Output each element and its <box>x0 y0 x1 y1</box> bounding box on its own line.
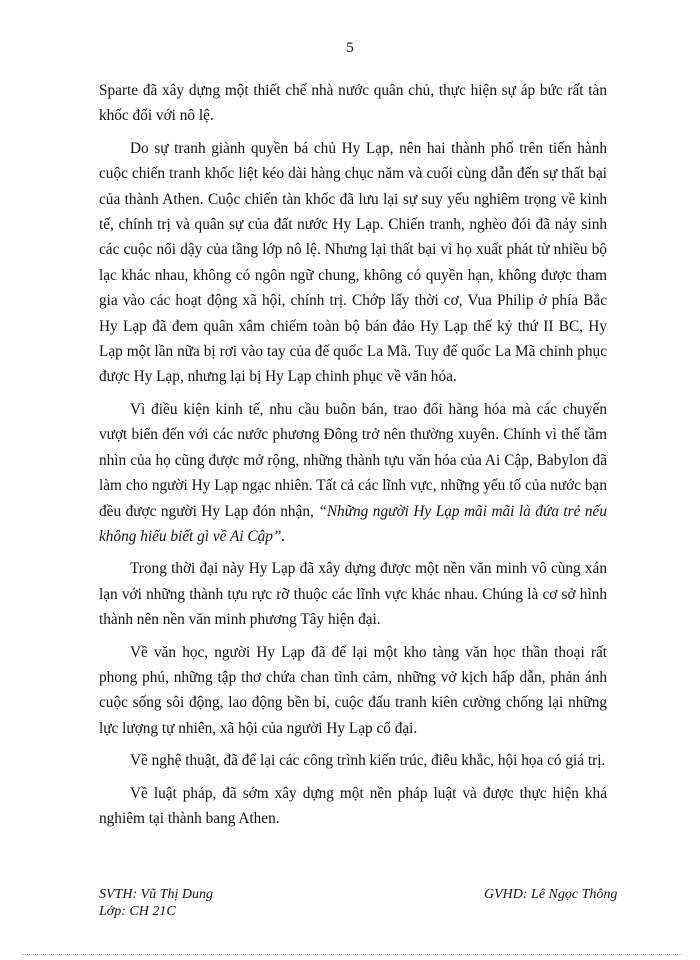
paragraph-7-text: Về luật pháp, đã sớm xây dựng một nền pháp luật và được thực hiện khá nghiêm tại thành bang Athen. <box>99 784 607 827</box>
page-bottom-divider <box>22 954 682 955</box>
footer-class: Lớp: CH 21C <box>99 904 176 919</box>
paragraph-6 <box>99 748 607 773</box>
body-text <box>99 78 607 838</box>
paragraph-1 <box>99 78 607 129</box>
paragraph-2-text: Do sự tranh giành quyền bá chủ Hy Lạp, nên hai thành phố trên tiến hành cuộc chiến tranh khốc liệt kéo dài hàng chục năm và cuối cùng dẫn đến sự thất bại của thành Athen. Cuộc chiến tàn khốc đã lưu lại sự suy yếu nghiêm trọng về kinh tế, chính trị và quân sự của đất nước Hy Lạp. Chiến tranh, nghèo đói đã nảy sinh các cuộc nổi dậy của tầng lớp nô lệ. Nhưng lại thất bại vì họ xuất phát từ nhiều bộ lạc khác nhau, không có ngôn ngữ chung, không có quyền hạn, không được tham gia vào các hoạt động xã hội, chính trị. Chớp lấy thời cơ, Vua Philip ở phía Bắc Hy Lạp đã đem quân xâm chiếm toàn bộ bán đảo Hy Lạp thế kỷ thứ II BC, Hy Lạp một lần nữa bị rơi vào tay của đế quốc La Mã. Tuy đế quốc La Mã chinh phục được Hy Lạp, nhưng lại bị Hy Lạp chinh phục về văn hóa. <box>99 139 607 386</box>
paragraph-1-text: Sparte đã xây dựng một thiết chế nhà nước quân chủ, thực hiện sự áp bức rất tàn khốc đối với nô lệ. <box>99 82 607 125</box>
footer-advisor-info <box>484 886 617 903</box>
paragraph-5-text: Về văn học, người Hy Lạp đã để lại một kho tàng văn học thần thoại rất phong phú, những tập thơ chứa chan tình cảm, những vở kịch hấp dẫn, phản ánh cuộc sống sôi động, lao động bền bỉ, cuộc đấu tranh kiên cường chống lại những lực lượng tự nhiên, xã hội của người Hy Lạp cổ đại. <box>99 643 607 737</box>
paragraph-3 <box>99 397 607 549</box>
footer-student-name: SVTH: Vũ Thị Dung <box>99 887 213 902</box>
paragraph-3-text: Vì điều kiện kinh tế, nhu cầu buôn bán, trao đổi hàng hóa mà các chuyến vượt biển đến với các nước phương Đông trở nên thường xuyên. Chính vì thế tầm nhìn của họ cũng được mở rộng, những thành tựu văn hóa của Ai Cập, Babylon đã làm cho người Hy Lạp ngạc nhiên. Tất cả các lĩnh vực, những yếu tố của nước bạn đều được người Hy Lạp đón nhận, <box>99 400 607 520</box>
paragraph-7 <box>99 781 607 832</box>
footer-advisor-name: GVHD: Lê Ngọc Thông <box>484 887 618 902</box>
paragraph-4 <box>99 556 607 632</box>
footer-student-info <box>99 886 213 920</box>
paragraph-3-quote: “Những người Hy Lạp mãi mãi là đứa trẻ nếu không hiểu biết gì về Ai Cập”. <box>99 502 607 545</box>
page-number: 5 <box>346 40 354 56</box>
paragraph-5 <box>99 640 607 742</box>
paragraph-6-text: Về nghệ thuật, đã để lại các công trình kiến trúc, điêu khắc, hội họa có giá trị. <box>130 752 606 770</box>
paragraph-4-text: Trong thời đại này Hy Lạp đã xây dựng được một nền văn minh vô cùng xán lạn với những thành tựu rực rỡ thuộc các lĩnh vực khác nhau. Chúng là cơ sở hình thành nên nền văn minh phương Tây hiện đại. <box>99 560 607 629</box>
paragraph-2 <box>99 136 607 390</box>
